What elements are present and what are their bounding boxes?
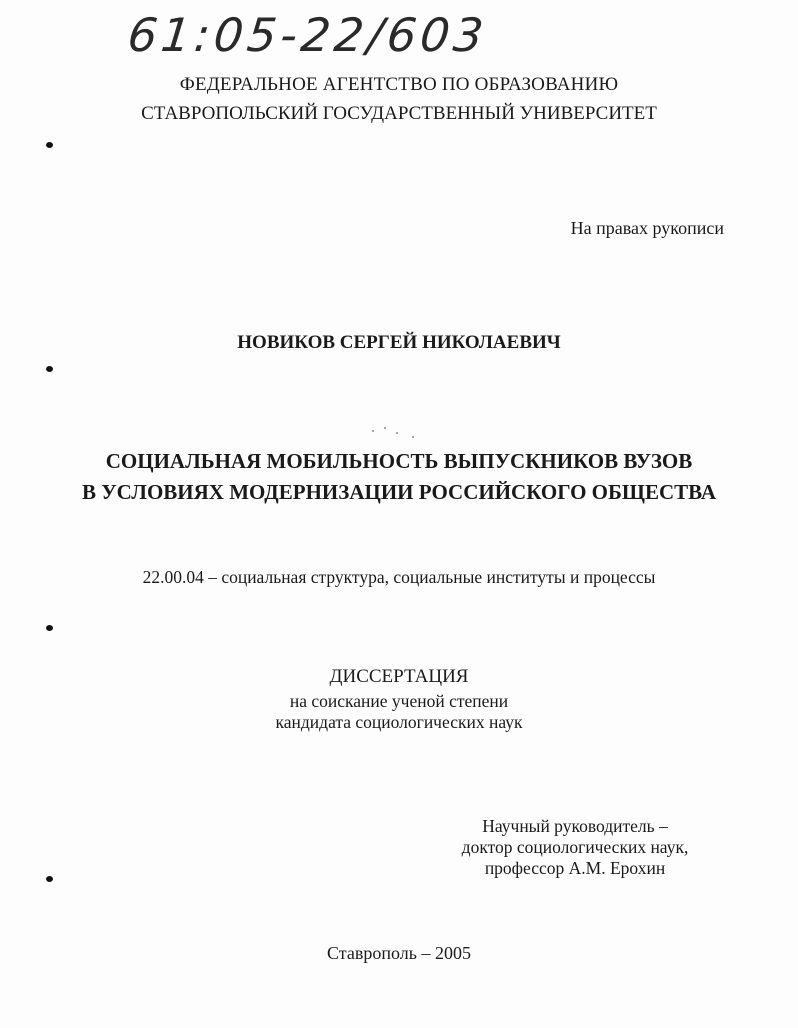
specialty-code: 22.00.04 – социальная структура, социальные институты и процессы — [142, 567, 656, 587]
dissertation-heading: ДИССЕРТАЦИЯ — [329, 666, 469, 687]
binding-hole-mark — [46, 366, 53, 372]
binding-hole-mark — [46, 876, 53, 882]
organization-line-2: СТАВРОПОЛЬСКИЙ ГОСУДАРСТВЕННЫЙ УНИВЕРСИТЕТ — [141, 103, 657, 124]
dissertation-degree-line-1: на соискание ученой степени — [289, 691, 509, 711]
scientific-advisor — [425, 816, 725, 879]
scan-speck — [372, 430, 374, 432]
rights-note: На правах рукописи — [570, 218, 724, 238]
advisor-line-3: профессор А.М. Ерохин — [484, 858, 666, 878]
scan-speck — [396, 432, 398, 434]
binding-hole-mark — [46, 625, 53, 631]
dissertation-degree-line-2: кандидата социологических наук — [275, 712, 523, 732]
scan-speck — [412, 436, 414, 438]
handwritten-catalog-number: 61:05-22/603 — [125, 8, 490, 62]
advisor-line-2: доктор социологических наук, — [461, 837, 689, 857]
title-line-2: В УСЛОВИЯХ МОДЕРНИЗАЦИИ РОССИЙСКОГО ОБЩЕСТВА — [81, 480, 716, 504]
city-year: Ставрополь – 2005 — [327, 943, 471, 963]
title-line-1: СОЦИАЛЬНАЯ МОБИЛЬНОСТЬ ВЫПУСКНИКОВ ВУЗОВ — [105, 449, 693, 473]
organization-line-1: ФЕДЕРАЛЬНОЕ АГЕНТСТВО ПО ОБРАЗОВАНИЮ — [179, 74, 619, 95]
advisor-line-1: Научный руководитель – — [482, 816, 668, 836]
binding-hole-mark — [46, 142, 53, 148]
scan-speck — [384, 427, 386, 429]
author-name: НОВИКОВ СЕРГЕЙ НИКОЛАЕВИЧ — [237, 332, 561, 353]
